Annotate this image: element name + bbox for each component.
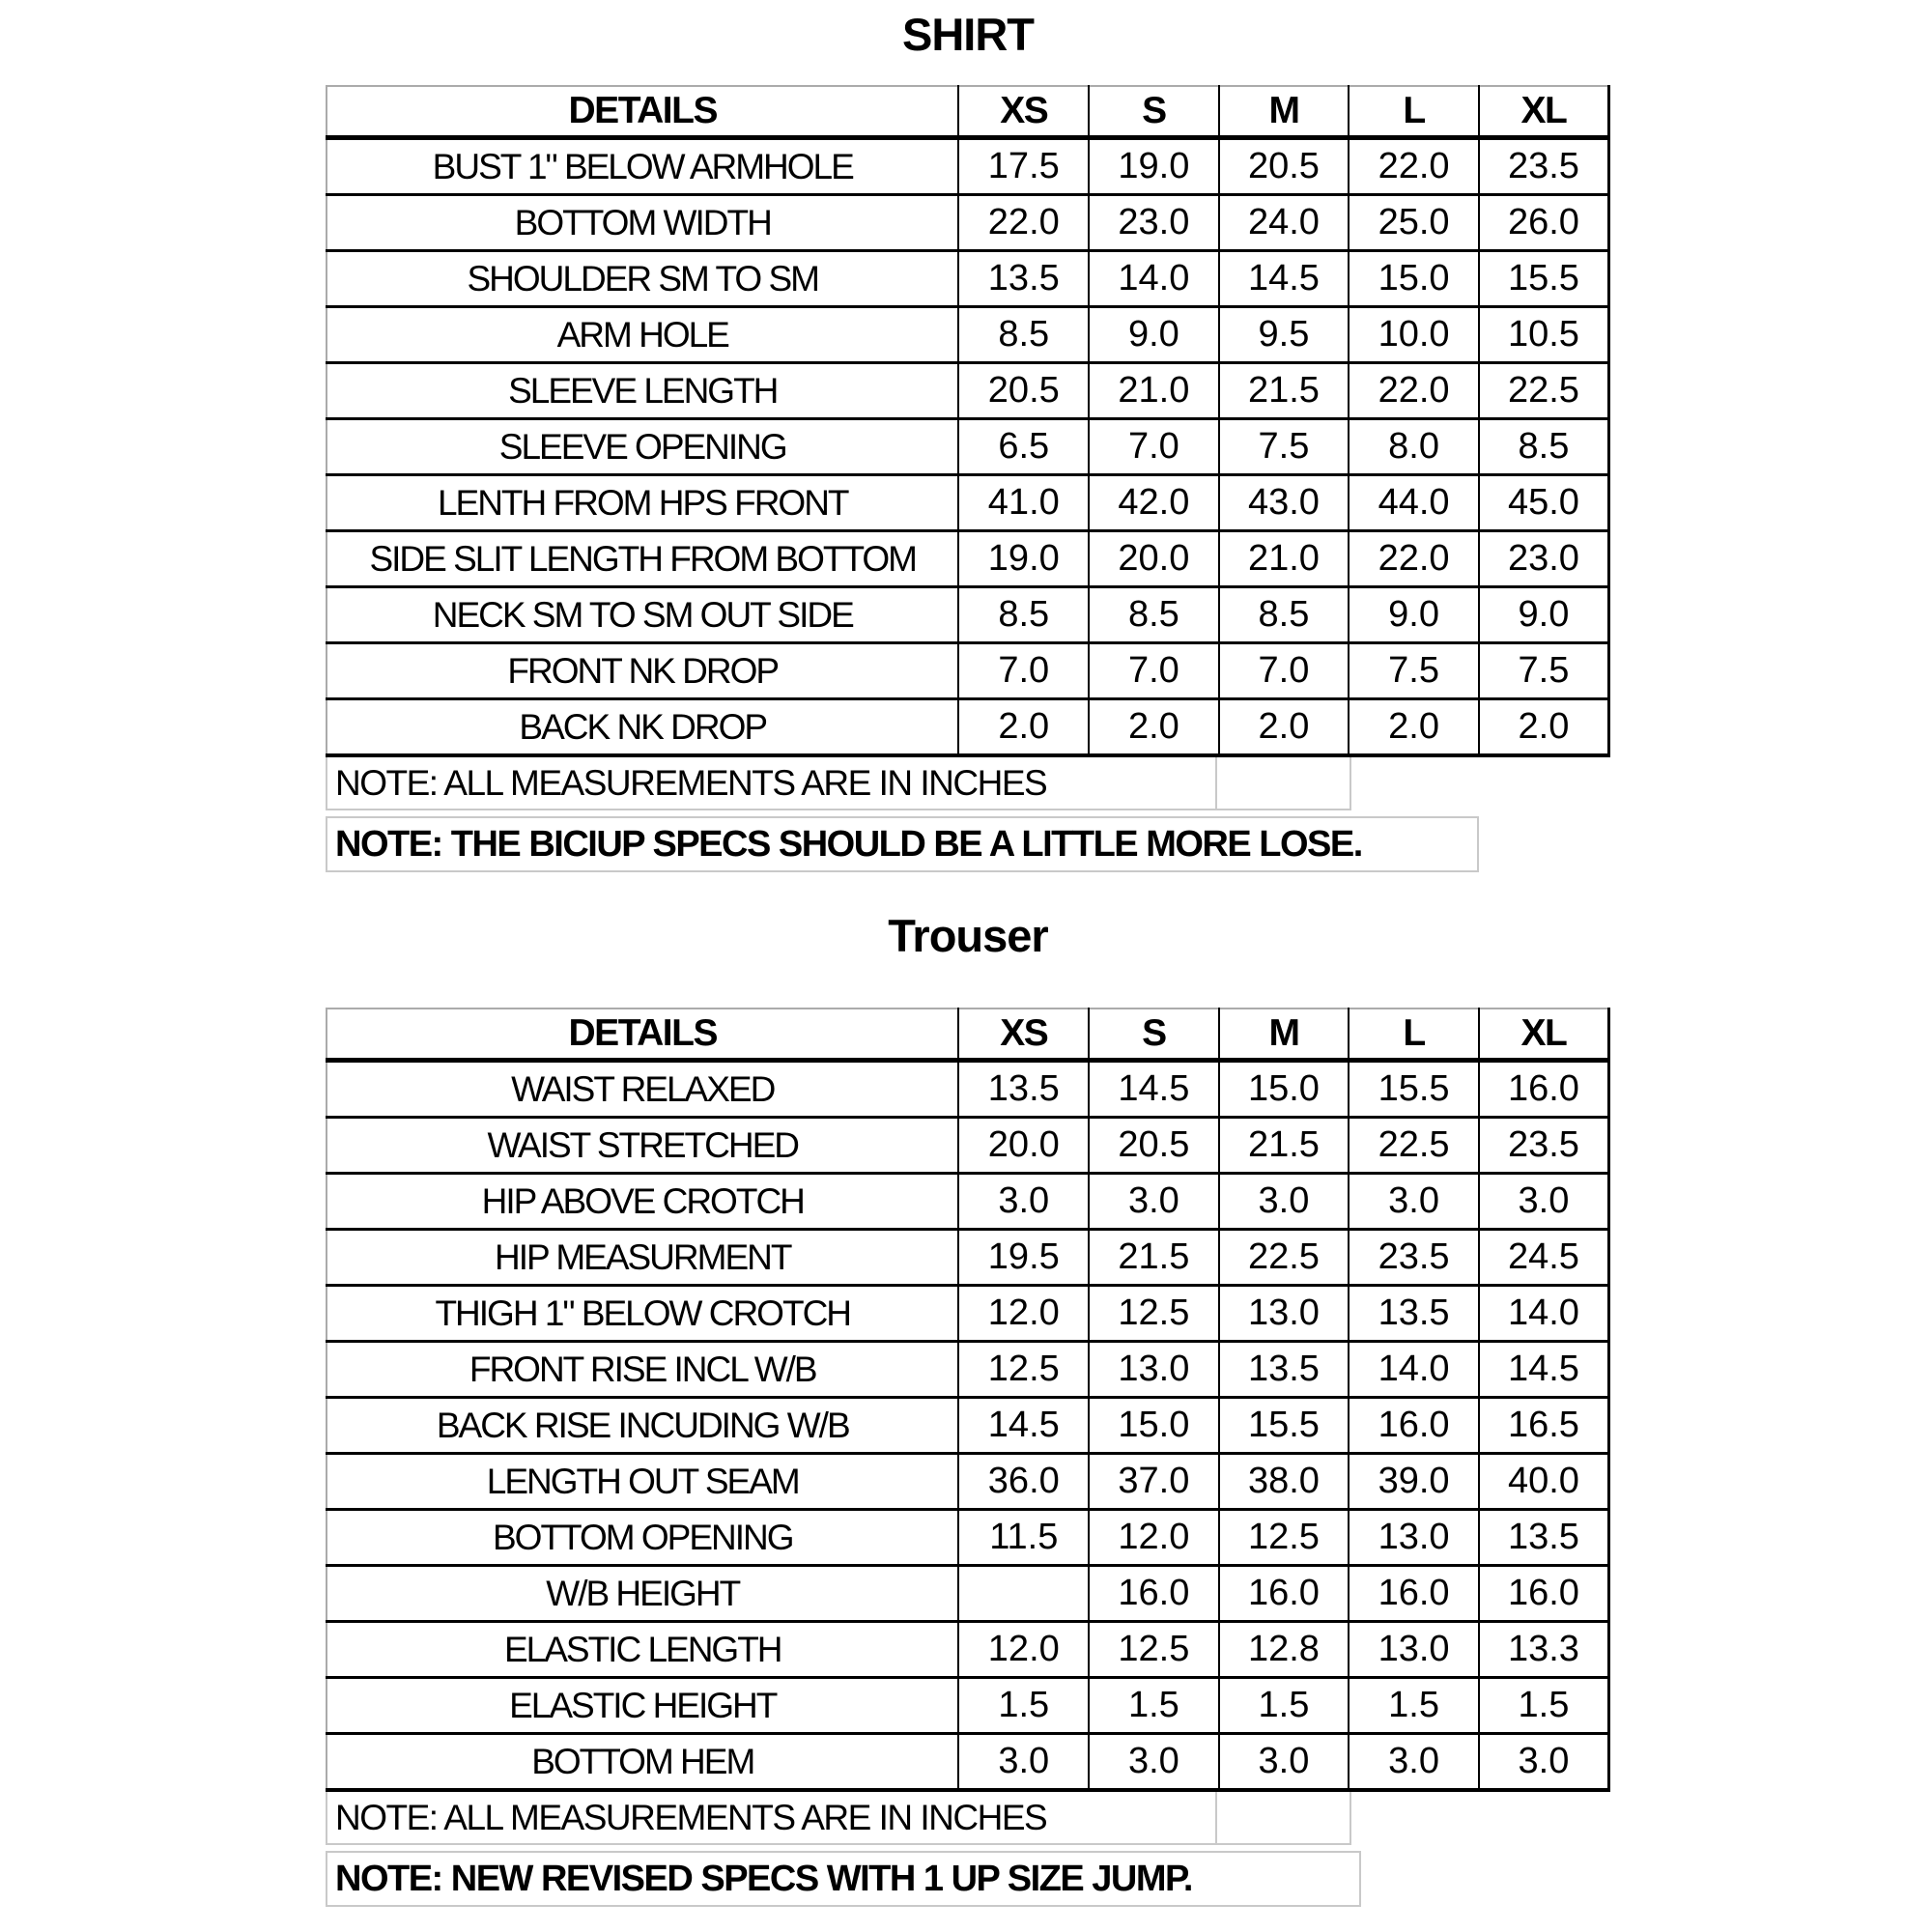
measurement-value: 21.0 [1089,363,1219,419]
measurement-value: 8.5 [1479,419,1609,475]
column-header-size-s: S [1089,86,1219,138]
measurement-value: 10.5 [1479,307,1609,363]
row-label: LENTH FROM HPS FRONT [327,475,958,531]
measurement-value: 26.0 [1479,195,1609,251]
measurement-value: 7.0 [958,643,1089,699]
row-label: SLEEVE LENGTH [327,363,958,419]
row-label: FRONT NK DROP [327,643,958,699]
measurement-value: 9.0 [1349,587,1479,643]
measurement-value: 12.0 [958,1622,1089,1678]
measurement-value: 14.5 [1219,251,1350,307]
row-label: HIP ABOVE CROTCH [327,1174,958,1230]
measurement-value: 20.5 [958,363,1089,419]
column-header-size-s: S [1089,1009,1219,1061]
measurement-value: 24.5 [1479,1230,1609,1286]
measurement-value: 3.0 [1479,1734,1609,1791]
measurement-value: 19.0 [958,531,1089,587]
measurement-value: 23.5 [1479,138,1609,195]
row-label: LENGTH OUT SEAM [327,1454,958,1510]
measurement-value: 11.5 [958,1510,1089,1566]
measurement-value: 38.0 [1219,1454,1350,1510]
measurement-value: 10.0 [1349,307,1479,363]
table-row [327,531,1609,587]
empty-grid-cell [1217,1792,1351,1845]
measurement-value: 22.0 [1349,363,1479,419]
trouser-section-title: Trouser [888,910,1048,961]
table-row [327,1174,1609,1230]
measurement-value: 16.5 [1479,1398,1609,1454]
measurement-value: 23.5 [1479,1118,1609,1174]
measurement-value: 2.0 [1349,699,1479,756]
row-label: WAIST STRETCHED [327,1118,958,1174]
measurement-value: 2.0 [1089,699,1219,756]
row-label: SHOULDER SM TO SM [327,251,958,307]
measurement-value: 40.0 [1479,1454,1609,1510]
measurement-value: 36.0 [958,1454,1089,1510]
measurement-value: 45.0 [1479,475,1609,531]
measurement-value: 7.5 [1219,419,1350,475]
table-row [327,475,1609,531]
measurement-value: 13.0 [1089,1342,1219,1398]
measurement-value: 21.5 [1219,363,1350,419]
measurement-value: 14.0 [1479,1286,1609,1342]
measurement-value: 16.0 [1349,1398,1479,1454]
table-row [327,1286,1609,1342]
column-header-size-xl: XL [1479,1009,1609,1061]
row-label: NECK SM TO SM OUT SIDE [327,587,958,643]
table-row [327,1510,1609,1566]
trouser-note-extra: NOTE: NEW REVISED SPECS WITH 1 UP SIZE JUMP. [326,1851,1361,1907]
measurement-value: 13.5 [1479,1510,1609,1566]
table-row [327,1398,1609,1454]
row-label: ELASTIC HEIGHT [327,1678,958,1734]
shirt-section-title: SHIRT [902,9,1034,60]
measurement-value: 1.5 [1349,1678,1479,1734]
row-label: ELASTIC LENGTH [327,1622,958,1678]
header-row [327,1009,1609,1061]
measurement-value: 14.5 [1089,1061,1219,1118]
measurement-value: 44.0 [1349,475,1479,531]
measurement-value: 14.0 [1349,1342,1479,1398]
measurement-value: 8.5 [958,307,1089,363]
measurement-value: 3.0 [1349,1734,1479,1791]
measurement-value: 3.0 [1219,1734,1350,1791]
row-label: BOTTOM HEM [327,1734,958,1791]
measurement-value: 23.5 [1349,1230,1479,1286]
measurement-value: 13.5 [1349,1286,1479,1342]
measurement-value: 21.0 [1219,531,1350,587]
measurement-value: 3.0 [1089,1734,1219,1791]
measurement-value: 13.5 [958,1061,1089,1118]
measurement-value: 15.5 [1219,1398,1350,1454]
measurement-value: 3.0 [1089,1174,1219,1230]
trouser-table-body [327,1061,1609,1791]
measurement-value: 12.5 [958,1342,1089,1398]
measurement-value: 14.5 [958,1398,1089,1454]
spec-sheet-content [326,0,1610,1907]
measurement-value: 9.0 [1089,307,1219,363]
measurement-value: 1.5 [958,1678,1089,1734]
measurement-value: 17.5 [958,138,1089,195]
measurement-value: 2.0 [1219,699,1350,756]
measurement-value: 16.0 [1479,1061,1609,1118]
table-row [327,419,1609,475]
trouser-note-row [326,1792,1610,1845]
measurement-value: 22.5 [1349,1118,1479,1174]
table-row [327,1734,1609,1791]
table-row [327,1622,1609,1678]
measurement-value: 15.5 [1479,251,1609,307]
measurement-value: 20.5 [1219,138,1350,195]
row-label: BOTTOM OPENING [327,1510,958,1566]
table-row [327,1061,1609,1118]
measurement-value: 7.0 [1089,643,1219,699]
row-label: BOTTOM WIDTH [327,195,958,251]
measurement-value: 2.0 [1479,699,1609,756]
measurement-value: 20.0 [1089,531,1219,587]
measurement-value: 1.5 [1479,1678,1609,1734]
header-row [327,86,1609,138]
measurement-value: 12.8 [1219,1622,1350,1678]
measurement-value: 8.5 [1219,587,1350,643]
measurement-value: 12.5 [1089,1286,1219,1342]
measurement-value: 20.5 [1089,1118,1219,1174]
measurement-value: 15.0 [1219,1061,1350,1118]
row-label: BUST 1" BELOW ARMHOLE [327,138,958,195]
row-label: W/B HEIGHT [327,1566,958,1622]
measurement-value: 22.0 [1349,531,1479,587]
measurement-value: 13.0 [1349,1510,1479,1566]
row-label: FRONT RISE INCL W/B [327,1342,958,1398]
measurement-value: 8.0 [1349,419,1479,475]
measurement-value: 6.5 [958,419,1089,475]
trouser-measurements-table [326,1008,1610,1792]
column-header-size-xs: XS [958,86,1089,138]
row-label: BACK RISE INCUDING W/B [327,1398,958,1454]
table-row [327,1342,1609,1398]
measurement-value: 24.0 [1219,195,1350,251]
measurement-value: 8.5 [958,587,1089,643]
table-row [327,587,1609,643]
measurement-value: 21.5 [1089,1230,1219,1286]
row-label: SLEEVE OPENING [327,419,958,475]
row-label: THIGH 1" BELOW CROTCH [327,1286,958,1342]
table-row [327,1230,1609,1286]
measurement-value: 13.5 [958,251,1089,307]
column-header-size-l: L [1349,86,1479,138]
table-row [327,1566,1609,1622]
measurement-value: 3.0 [1219,1174,1350,1230]
shirt-note-extra: NOTE: THE BICIUP SPECS SHOULD BE A LITTLE MORE LOSE. [326,816,1479,872]
measurement-value: 7.0 [1089,419,1219,475]
measurement-value: 41.0 [958,475,1089,531]
table-row [327,363,1609,419]
table-row [327,307,1609,363]
measurement-value: 3.0 [958,1174,1089,1230]
empty-grid-cell [1217,757,1351,810]
measurement-value: 7.5 [1349,643,1479,699]
shirt-note-measurements: NOTE: ALL MEASUREMENTS ARE IN INCHES [326,757,1217,810]
measurement-value: 13.0 [1349,1622,1479,1678]
row-label: SIDE SLIT LENGTH FROM BOTTOM [327,531,958,587]
table-row [327,1678,1609,1734]
measurement-value: 13.3 [1479,1622,1609,1678]
measurement-value: 22.5 [1479,363,1609,419]
measurement-value: 19.0 [1089,138,1219,195]
measurement-value: 12.5 [1219,1510,1350,1566]
column-header-size-l: L [1349,1009,1479,1061]
row-label: ARM HOLE [327,307,958,363]
measurement-value: 14.0 [1089,251,1219,307]
measurement-value: 1.5 [1219,1678,1350,1734]
shirt-note-row [326,757,1610,810]
shirt-table-body [327,138,1609,756]
measurement-value: 14.5 [1479,1342,1609,1398]
measurement-value: 3.0 [1479,1174,1609,1230]
measurement-value: 12.0 [1089,1510,1219,1566]
table-row [327,195,1609,251]
measurement-value: 12.0 [958,1286,1089,1342]
measurement-value: 9.0 [1479,587,1609,643]
column-header-size-xl: XL [1479,86,1609,138]
column-header-size-m: M [1219,1009,1350,1061]
row-label: BACK NK DROP [327,699,958,756]
table-row [327,138,1609,195]
measurement-value [958,1566,1089,1622]
row-label: HIP MEASURMENT [327,1230,958,1286]
measurement-value: 13.0 [1219,1286,1350,1342]
measurement-value: 22.0 [1349,138,1479,195]
measurement-value: 16.0 [1219,1566,1350,1622]
measurement-value: 15.5 [1349,1061,1479,1118]
trouser-note-measurements: NOTE: ALL MEASUREMENTS ARE IN INCHES [326,1792,1217,1845]
column-header-details: DETAILS [327,1009,958,1061]
table-row [327,643,1609,699]
table-row [327,1118,1609,1174]
table-row [327,699,1609,756]
measurement-value: 16.0 [1479,1566,1609,1622]
measurement-value: 22.5 [1219,1230,1350,1286]
measurement-value: 20.0 [958,1118,1089,1174]
measurement-value: 23.0 [1479,531,1609,587]
measurement-value: 2.0 [958,699,1089,756]
measurement-value: 7.0 [1219,643,1350,699]
measurement-value: 25.0 [1349,195,1479,251]
measurement-value: 13.5 [1219,1342,1350,1398]
measurement-value: 3.0 [958,1734,1089,1791]
measurement-value: 16.0 [1349,1566,1479,1622]
shirt-measurements-table [326,85,1610,757]
trouser-table-header [327,1009,1609,1061]
measurement-value: 9.5 [1219,307,1350,363]
measurement-value: 39.0 [1349,1454,1479,1510]
measurement-value: 21.5 [1219,1118,1350,1174]
measurement-value: 15.0 [1089,1398,1219,1454]
measurement-value: 22.0 [958,195,1089,251]
table-row [327,251,1609,307]
column-header-size-xs: XS [958,1009,1089,1061]
measurement-value: 1.5 [1089,1678,1219,1734]
measurement-value: 37.0 [1089,1454,1219,1510]
column-header-size-m: M [1219,86,1350,138]
measurement-value: 23.0 [1089,195,1219,251]
measurement-value: 3.0 [1349,1174,1479,1230]
shirt-table-header [327,86,1609,138]
column-header-details: DETAILS [327,86,958,138]
measurement-value: 16.0 [1089,1566,1219,1622]
measurement-value: 42.0 [1089,475,1219,531]
measurement-value: 15.0 [1349,251,1479,307]
row-label: WAIST RELAXED [327,1061,958,1118]
measurement-value: 19.5 [958,1230,1089,1286]
measurement-value: 43.0 [1219,475,1350,531]
measurement-value: 7.5 [1479,643,1609,699]
table-row [327,1454,1609,1510]
measurement-value: 8.5 [1089,587,1219,643]
measurement-value: 12.5 [1089,1622,1219,1678]
